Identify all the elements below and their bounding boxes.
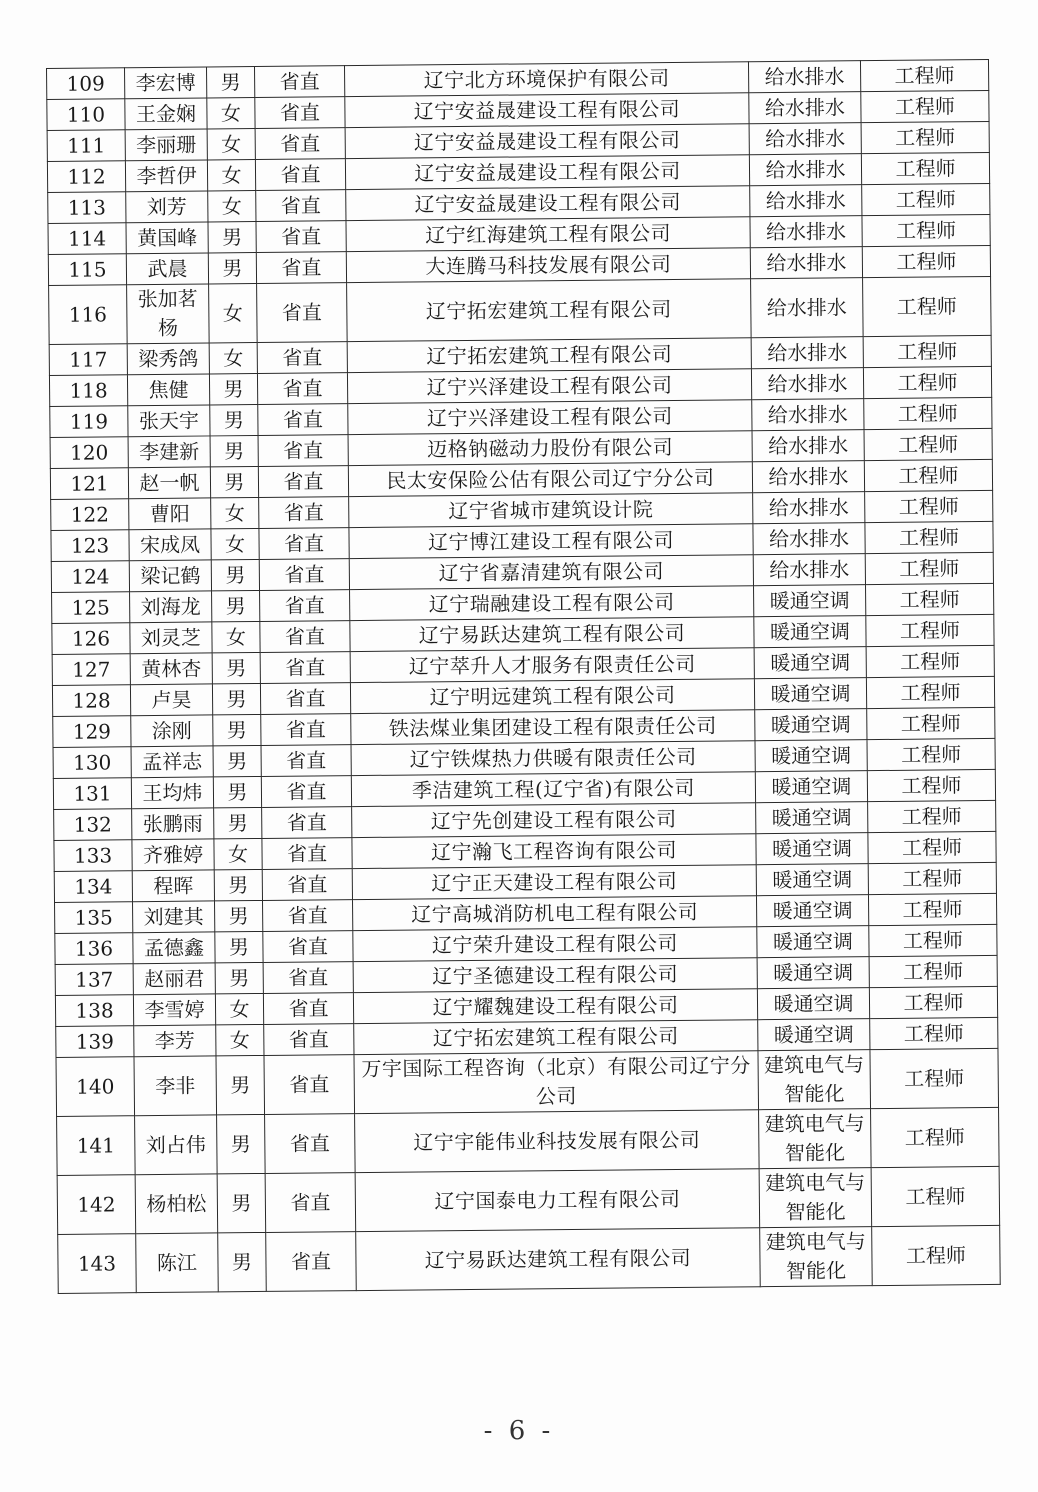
cell-gender: 男 xyxy=(210,435,258,466)
cell-person-name: 黄林杏 xyxy=(130,653,212,685)
cell-specialty: 暖通空调 xyxy=(757,957,869,989)
cell-row-number: 124 xyxy=(51,561,129,593)
cell-title: 工程师 xyxy=(866,676,994,708)
cell-title: 工程师 xyxy=(861,121,989,153)
cell-title: 工程师 xyxy=(872,1225,1001,1285)
cell-specialty: 建筑电气与智能化 xyxy=(759,1109,872,1169)
cell-specialty: 给水排水 xyxy=(753,492,865,524)
cell-organization: 辽宁荣升建设工程有限公司 xyxy=(353,927,757,962)
cell-title: 工程师 xyxy=(869,986,997,1018)
cell-title: 工程师 xyxy=(867,738,995,770)
cell-row-number: 119 xyxy=(50,406,128,438)
cell-row-number: 139 xyxy=(56,1026,134,1058)
cell-row-number: 138 xyxy=(55,995,133,1027)
cell-jurisdiction: 省直 xyxy=(260,590,350,622)
cell-specialty: 暖通空调 xyxy=(756,833,868,865)
cell-row-number: 110 xyxy=(47,99,125,131)
cell-specialty: 给水排水 xyxy=(753,523,865,555)
cell-title: 工程师 xyxy=(867,707,995,739)
cell-gender: 女 xyxy=(211,497,259,528)
cell-organization: 辽宁北方环境保护有限公司 xyxy=(344,62,748,97)
cell-row-number: 109 xyxy=(47,68,125,100)
cell-organization: 辽宁易跃达建筑工程有限公司 xyxy=(356,1228,761,1291)
cell-title: 工程师 xyxy=(863,276,992,336)
table-row xyxy=(56,1048,999,1116)
cell-row-number: 135 xyxy=(55,902,133,934)
cell-row-number: 118 xyxy=(49,375,127,407)
cell-person-name: 刘灵芝 xyxy=(130,622,212,654)
cell-specialty: 给水排水 xyxy=(750,185,862,217)
cell-person-name: 张天宇 xyxy=(128,405,210,437)
cell-gender: 女 xyxy=(216,1024,264,1055)
cell-title: 工程师 xyxy=(869,924,997,956)
cell-jurisdiction: 省直 xyxy=(257,283,348,343)
cell-organization: 辽宁明远建筑工程有限公司 xyxy=(350,679,754,714)
cell-specialty: 暖通空调 xyxy=(754,616,866,648)
cell-row-number: 137 xyxy=(55,964,133,996)
cell-organization: 辽宁安益晟建设工程有限公司 xyxy=(345,124,749,159)
cell-jurisdiction: 省直 xyxy=(263,962,353,994)
cell-row-number: 143 xyxy=(58,1234,137,1294)
cell-jurisdiction: 省直 xyxy=(256,190,346,222)
cell-title: 工程师 xyxy=(864,397,992,429)
cell-title: 工程师 xyxy=(861,90,989,122)
cell-jurisdiction: 省直 xyxy=(257,342,347,374)
cell-jurisdiction: 省直 xyxy=(262,869,352,901)
cell-jurisdiction: 省直 xyxy=(261,745,351,777)
cell-person-name: 宋成凤 xyxy=(129,529,211,561)
cell-specialty: 暖通空调 xyxy=(754,678,866,710)
cell-row-number: 112 xyxy=(47,161,125,193)
table-row xyxy=(57,1166,1000,1234)
cell-jurisdiction: 省直 xyxy=(264,1055,355,1115)
cell-jurisdiction: 省直 xyxy=(255,159,345,191)
cell-person-name: 张加茗杨 xyxy=(127,284,210,344)
cell-specialty: 给水排水 xyxy=(749,123,861,155)
cell-gender: 女 xyxy=(207,128,255,159)
cell-row-number: 131 xyxy=(53,778,131,810)
cell-organization: 辽宁兴泽建设工程有限公司 xyxy=(348,400,752,435)
cell-organization: 辽宁易跃达建筑工程有限公司 xyxy=(350,617,754,652)
cell-organization: 辽宁耀魏建设工程有限公司 xyxy=(353,989,757,1024)
cell-jurisdiction: 省直 xyxy=(266,1232,357,1292)
cell-organization: 民太安保险公估有限公司辽宁分公司 xyxy=(348,462,752,497)
cell-person-name: 王金娴 xyxy=(125,98,207,130)
cell-gender: 女 xyxy=(212,621,260,652)
cell-person-name: 涂刚 xyxy=(131,715,213,747)
cell-person-name: 刘芳 xyxy=(126,191,208,223)
cell-gender: 男 xyxy=(210,404,258,435)
cell-row-number: 123 xyxy=(51,530,129,562)
cell-row-number: 133 xyxy=(54,840,132,872)
cell-gender: 女 xyxy=(215,993,263,1024)
cell-organization: 铁法煤业集团建设工程有限责任公司 xyxy=(351,710,755,745)
cell-row-number: 132 xyxy=(54,809,132,841)
cell-specialty: 给水排水 xyxy=(752,399,864,431)
cell-row-number: 128 xyxy=(52,685,130,717)
cell-person-name: 程晖 xyxy=(132,870,214,902)
cell-organization: 辽宁高城消防机电工程有限公司 xyxy=(352,896,756,931)
cell-specialty: 暖通空调 xyxy=(754,585,866,617)
table-row xyxy=(49,276,992,344)
cell-row-number: 117 xyxy=(49,344,127,376)
cell-gender: 女 xyxy=(209,283,258,342)
cell-person-name: 焦健 xyxy=(127,374,209,406)
cell-jurisdiction: 省直 xyxy=(256,252,346,284)
table-body xyxy=(47,59,1001,1293)
cell-specialty: 给水排水 xyxy=(748,61,860,93)
cell-person-name: 张鹏雨 xyxy=(132,808,214,840)
cell-title: 工程师 xyxy=(867,769,995,801)
cell-gender: 男 xyxy=(211,559,259,590)
cell-jurisdiction: 省直 xyxy=(258,404,348,436)
cell-gender: 男 xyxy=(209,373,257,404)
table-row xyxy=(57,1107,1000,1175)
cell-person-name: 刘建其 xyxy=(133,901,215,933)
cell-jurisdiction: 省直 xyxy=(260,621,350,653)
cell-row-number: 114 xyxy=(48,223,126,255)
cell-specialty: 暖通空调 xyxy=(755,709,867,741)
cell-person-name: 刘海龙 xyxy=(130,591,212,623)
cell-title: 工程师 xyxy=(862,214,990,246)
cell-specialty: 暖通空调 xyxy=(757,988,869,1020)
cell-specialty: 建筑电气与智能化 xyxy=(759,1168,872,1228)
cell-gender: 男 xyxy=(210,466,258,497)
cell-person-name: 梁记鹤 xyxy=(129,560,211,592)
cell-row-number: 125 xyxy=(52,592,130,624)
cell-row-number: 141 xyxy=(57,1116,136,1176)
cell-jurisdiction: 省直 xyxy=(260,683,350,715)
cell-person-name: 梁秀鸽 xyxy=(127,343,209,375)
cell-gender: 男 xyxy=(208,221,256,252)
cell-specialty: 给水排水 xyxy=(751,368,863,400)
cell-title: 工程师 xyxy=(862,245,990,277)
cell-jurisdiction: 省直 xyxy=(255,97,345,129)
cell-organization: 季洁建筑工程(辽宁省)有限公司 xyxy=(351,772,755,807)
cell-title: 工程师 xyxy=(865,583,993,615)
cell-jurisdiction: 省直 xyxy=(264,1024,354,1056)
cell-specialty: 给水排水 xyxy=(749,154,861,186)
cell-title: 工程师 xyxy=(866,614,994,646)
cell-jurisdiction: 省直 xyxy=(262,807,352,839)
cell-jurisdiction: 省直 xyxy=(258,435,348,467)
cell-gender: 女 xyxy=(209,342,257,373)
cell-title: 工程师 xyxy=(864,428,992,460)
cell-specialty: 给水排水 xyxy=(752,461,864,493)
cell-person-name: 李建新 xyxy=(128,436,210,468)
cell-gender: 女 xyxy=(207,159,255,190)
cell-organization: 辽宁国泰电力工程有限公司 xyxy=(355,1169,760,1232)
cell-gender: 男 xyxy=(214,807,262,838)
cell-person-name: 卢昊 xyxy=(130,684,212,716)
cell-gender: 男 xyxy=(206,66,254,97)
cell-organization: 辽宁省城市建筑设计院 xyxy=(349,493,753,528)
cell-row-number: 136 xyxy=(55,933,133,965)
cell-organization: 辽宁先创建设工程有限公司 xyxy=(352,803,756,838)
cell-specialty: 暖通空调 xyxy=(758,1019,870,1051)
cell-jurisdiction: 省直 xyxy=(263,931,353,963)
cell-gender: 女 xyxy=(214,838,262,869)
cell-row-number: 121 xyxy=(50,468,128,500)
cell-title: 工程师 xyxy=(870,1017,998,1049)
cell-row-number: 126 xyxy=(52,623,130,655)
cell-organization: 辽宁萃升人才服务有限责任公司 xyxy=(350,648,754,683)
cell-person-name: 武晨 xyxy=(126,253,208,285)
cell-person-name: 杨柏松 xyxy=(135,1174,218,1234)
cell-gender: 男 xyxy=(215,931,263,962)
cell-gender: 男 xyxy=(215,962,263,993)
cell-jurisdiction: 省直 xyxy=(257,373,347,405)
cell-jurisdiction: 省直 xyxy=(262,838,352,870)
cell-organization: 辽宁瑞融建设工程有限公司 xyxy=(350,586,754,621)
cell-organization: 辽宁安益晟建设工程有限公司 xyxy=(345,93,749,128)
cell-title: 工程师 xyxy=(868,893,996,925)
cell-gender: 男 xyxy=(213,714,261,745)
cell-specialty: 给水排水 xyxy=(750,216,862,248)
cell-title: 工程师 xyxy=(869,955,997,987)
cell-specialty: 给水排水 xyxy=(753,554,865,586)
cell-specialty: 给水排水 xyxy=(749,92,861,124)
cell-person-name: 曹阳 xyxy=(129,498,211,530)
cell-gender: 男 xyxy=(213,776,261,807)
cell-specialty: 给水排水 xyxy=(751,337,863,369)
table-row xyxy=(58,1225,1001,1293)
cell-title: 工程师 xyxy=(871,1166,1000,1226)
cell-title: 工程师 xyxy=(865,521,993,553)
cell-title: 工程师 xyxy=(868,800,996,832)
cell-gender: 男 xyxy=(213,745,261,776)
cell-specialty: 建筑电气与智能化 xyxy=(758,1050,871,1110)
cell-title: 工程师 xyxy=(861,152,989,184)
cell-specialty: 给水排水 xyxy=(751,278,864,338)
cell-gender: 男 xyxy=(217,1173,266,1232)
cell-title: 工程师 xyxy=(868,831,996,863)
cell-title: 工程师 xyxy=(866,645,994,677)
cell-title: 工程师 xyxy=(870,1048,999,1108)
cell-title: 工程师 xyxy=(863,366,991,398)
cell-organization: 辽宁红海建筑工程有限公司 xyxy=(346,217,750,252)
cell-person-name: 黄国峰 xyxy=(126,222,208,254)
cell-row-number: 134 xyxy=(54,871,132,903)
cell-gender: 男 xyxy=(212,652,260,683)
cell-person-name: 赵丽君 xyxy=(133,963,215,995)
cell-person-name: 孟祥志 xyxy=(131,746,213,778)
cell-organization: 辽宁拓宏建筑工程有限公司 xyxy=(354,1020,758,1055)
cell-gender: 男 xyxy=(218,1232,267,1291)
cell-organization: 辽宁拓宏建筑工程有限公司 xyxy=(347,279,752,342)
cell-specialty: 给水排水 xyxy=(752,430,864,462)
cell-gender: 男 xyxy=(212,683,260,714)
cell-organization: 辽宁宇能伟业科技发展有限公司 xyxy=(355,1110,760,1173)
cell-organization: 迈格钠磁动力股份有限公司 xyxy=(348,431,752,466)
cell-row-number: 130 xyxy=(53,747,131,779)
cell-specialty: 暖通空调 xyxy=(755,740,867,772)
cell-gender: 男 xyxy=(214,869,262,900)
cell-person-name: 李非 xyxy=(134,1056,217,1116)
cell-row-number: 120 xyxy=(50,437,128,469)
cell-jurisdiction: 省直 xyxy=(259,497,349,529)
cell-jurisdiction: 省直 xyxy=(255,128,345,160)
cell-gender: 男 xyxy=(217,1114,266,1173)
cell-specialty: 暖通空调 xyxy=(757,926,869,958)
cell-jurisdiction: 省直 xyxy=(259,559,349,591)
cell-title: 工程师 xyxy=(871,1107,1000,1167)
cell-row-number: 113 xyxy=(48,192,126,224)
cell-organization: 辽宁瀚飞工程咨询有限公司 xyxy=(352,834,756,869)
cell-organization: 辽宁拓宏建筑工程有限公司 xyxy=(347,338,751,373)
cell-person-name: 李哲伊 xyxy=(125,160,207,192)
cell-gender: 男 xyxy=(215,900,263,931)
cell-gender: 男 xyxy=(212,590,260,621)
cell-organization: 辽宁铁煤热力供暖有限责任公司 xyxy=(351,741,755,776)
cell-person-name: 陈江 xyxy=(136,1233,219,1293)
cell-row-number: 129 xyxy=(53,716,131,748)
cell-gender: 男 xyxy=(208,252,256,283)
cell-row-number: 116 xyxy=(49,285,128,345)
cell-specialty: 暖通空调 xyxy=(754,647,866,679)
cell-jurisdiction: 省直 xyxy=(263,993,353,1025)
cell-row-number: 127 xyxy=(52,654,130,686)
page-number: - 6 - xyxy=(483,1416,555,1446)
cell-title: 工程师 xyxy=(865,552,993,584)
cell-row-number: 115 xyxy=(48,254,126,286)
cell-person-name: 李芳 xyxy=(134,1025,216,1057)
cell-person-name: 孟德鑫 xyxy=(133,932,215,964)
cell-title: 工程师 xyxy=(860,59,988,91)
cell-organization: 辽宁省嘉清建筑有限公司 xyxy=(349,555,753,590)
cell-person-name: 齐雅婷 xyxy=(132,839,214,871)
cell-jurisdiction: 省直 xyxy=(263,900,353,932)
cell-jurisdiction: 省直 xyxy=(254,66,344,98)
cell-specialty: 给水排水 xyxy=(750,247,862,279)
cell-title: 工程师 xyxy=(862,183,990,215)
cell-jurisdiction: 省直 xyxy=(265,1114,356,1174)
cell-specialty: 暖通空调 xyxy=(756,895,868,927)
cell-specialty: 暖通空调 xyxy=(755,771,867,803)
cell-person-name: 王均炜 xyxy=(131,777,213,809)
cell-person-name: 李宏博 xyxy=(125,67,207,99)
cell-row-number: 142 xyxy=(57,1175,136,1235)
cell-row-number: 122 xyxy=(51,499,129,531)
cell-title: 工程师 xyxy=(863,335,991,367)
cell-organization: 大连腾马科技发展有限公司 xyxy=(346,248,750,283)
cell-organization: 辽宁兴泽建设工程有限公司 xyxy=(347,369,751,404)
cell-specialty: 暖通空调 xyxy=(756,864,868,896)
cell-gender: 女 xyxy=(211,528,259,559)
cell-organization: 辽宁正天建设工程有限公司 xyxy=(352,865,756,900)
cell-person-name: 刘占伟 xyxy=(135,1115,218,1175)
cell-person-name: 李雪婷 xyxy=(133,994,215,1026)
cell-gender: 女 xyxy=(207,97,255,128)
cell-title: 工程师 xyxy=(868,862,996,894)
cell-person-name: 赵一帆 xyxy=(128,467,210,499)
cell-title: 工程师 xyxy=(865,490,993,522)
cell-specialty: 暖通空调 xyxy=(756,802,868,834)
cell-title: 工程师 xyxy=(864,459,992,491)
cell-jurisdiction: 省直 xyxy=(259,528,349,560)
cell-row-number: 111 xyxy=(47,130,125,162)
cell-organization: 万宇国际工程咨询（北京）有限公司辽宁分公司 xyxy=(354,1051,759,1114)
cell-gender: 女 xyxy=(208,190,256,221)
cell-jurisdiction: 省直 xyxy=(261,776,351,808)
cell-jurisdiction: 省直 xyxy=(258,466,348,498)
cell-jurisdiction: 省直 xyxy=(261,714,351,746)
cell-jurisdiction: 省直 xyxy=(265,1173,356,1233)
cell-organization: 辽宁安益晟建设工程有限公司 xyxy=(346,186,750,221)
cell-organization: 辽宁圣德建设工程有限公司 xyxy=(353,958,757,993)
cell-person-name: 李丽珊 xyxy=(125,129,207,161)
personnel-table xyxy=(46,59,1001,1294)
cell-jurisdiction: 省直 xyxy=(256,221,346,253)
cell-gender: 男 xyxy=(216,1055,265,1114)
cell-organization: 辽宁博江建设工程有限公司 xyxy=(349,524,753,559)
cell-specialty: 建筑电气与智能化 xyxy=(760,1227,873,1287)
cell-organization: 辽宁安益晟建设工程有限公司 xyxy=(345,155,749,190)
cell-jurisdiction: 省直 xyxy=(260,652,350,684)
cell-row-number: 140 xyxy=(56,1057,135,1117)
